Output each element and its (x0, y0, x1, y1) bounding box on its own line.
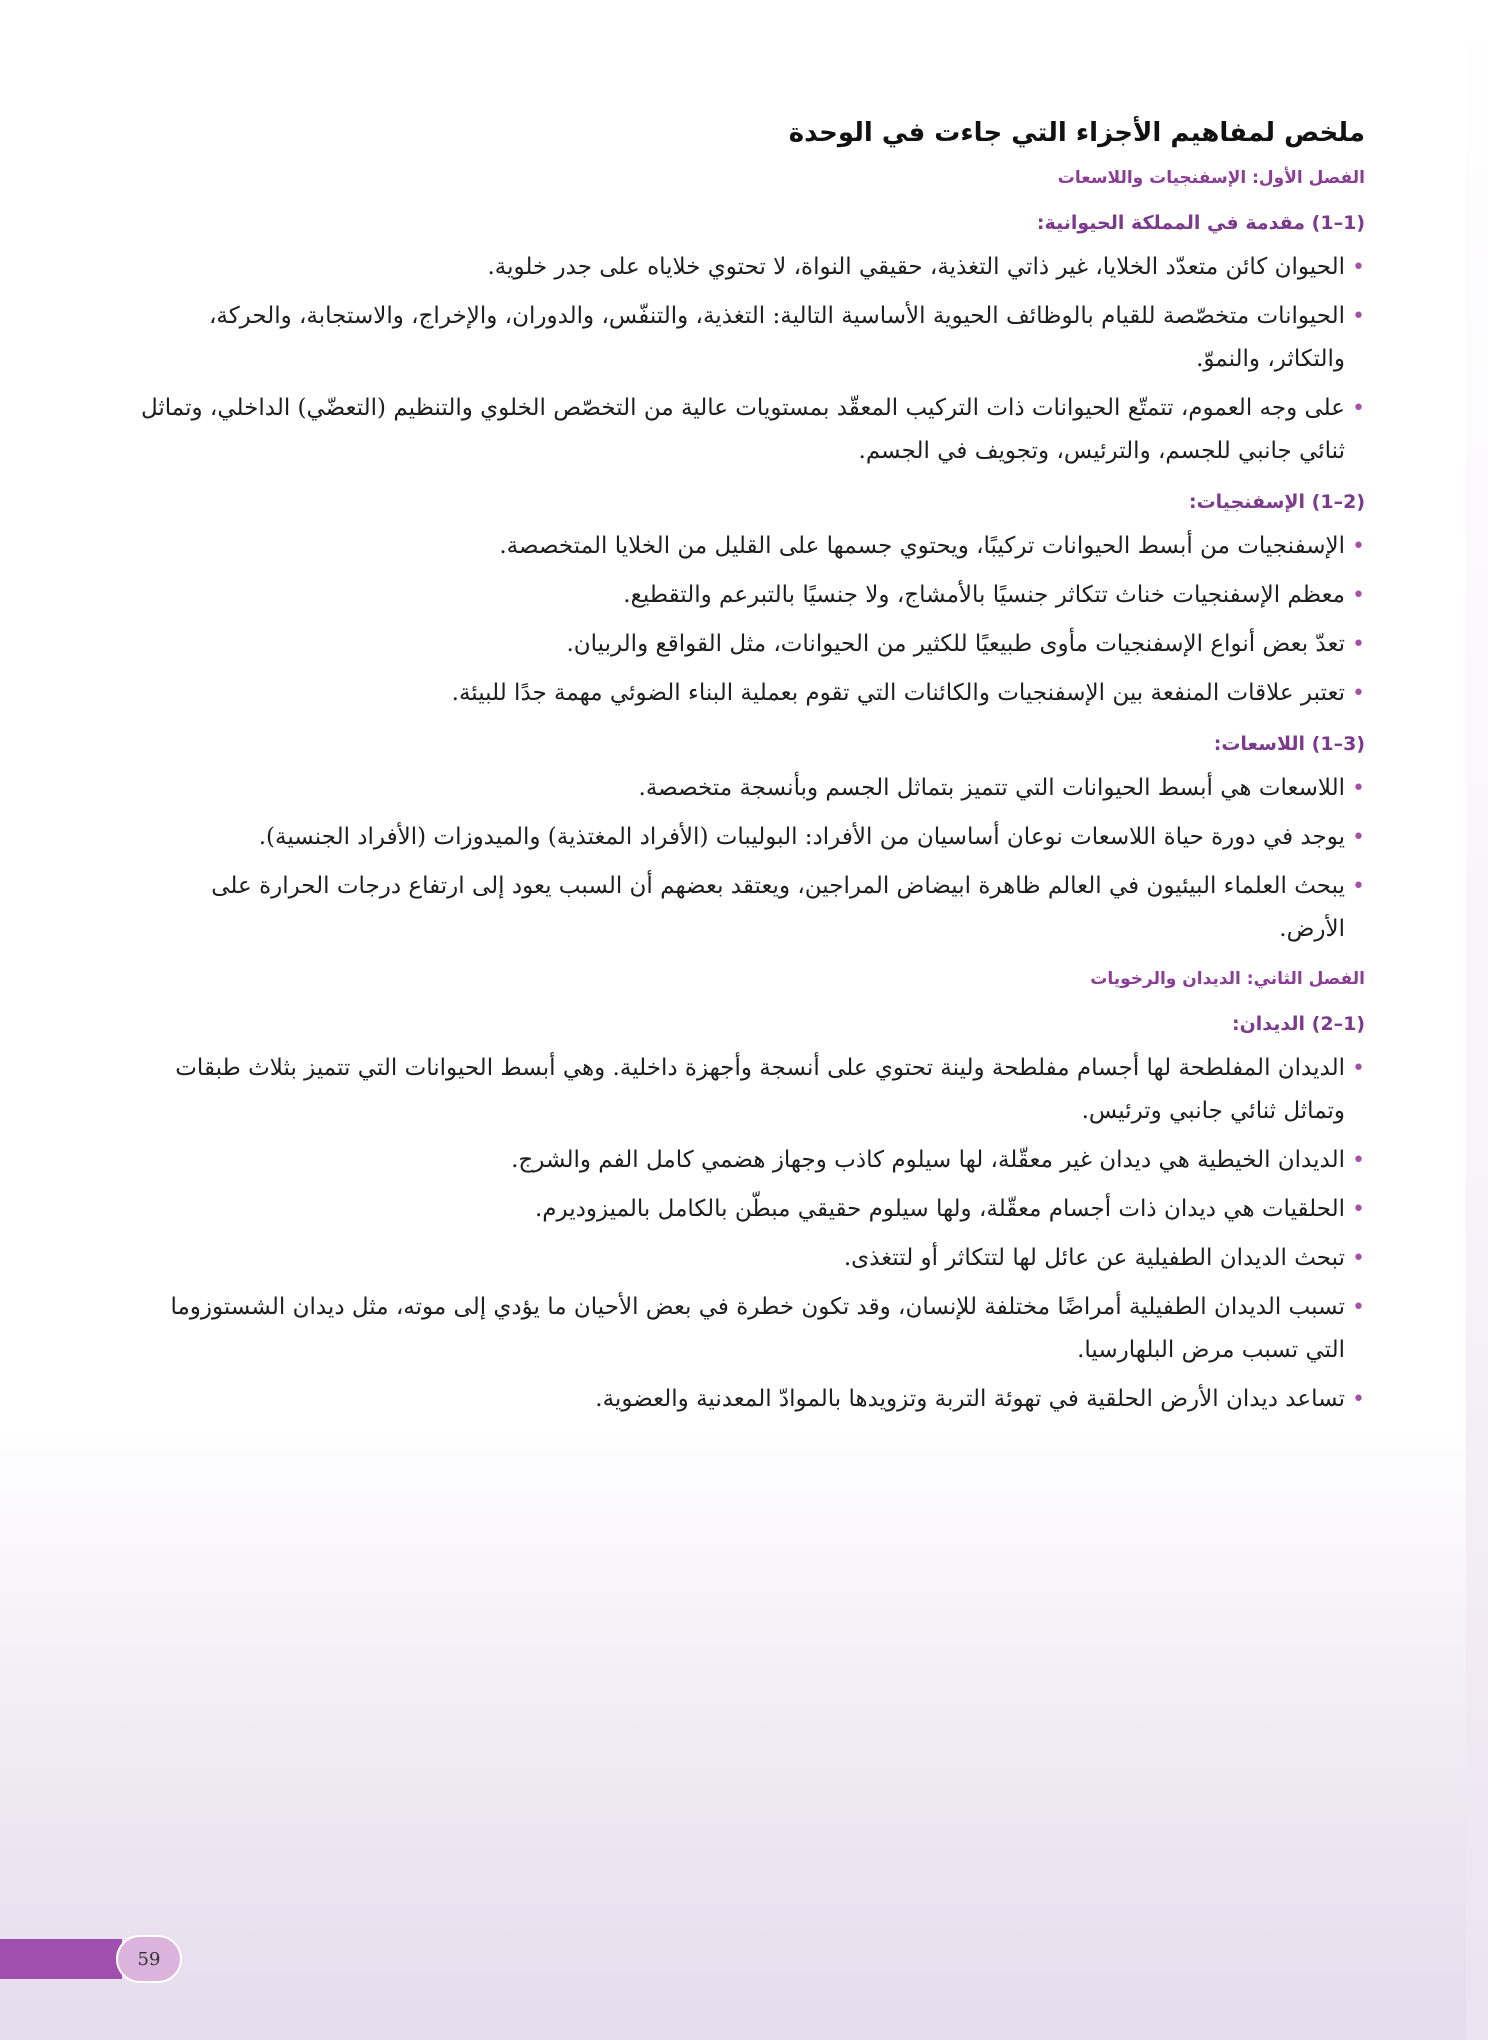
bullet-item: • تسبب الديدان الطفيلية أمراضًا مختلفة للإنسان، وقد تكون خطرة في بعض الأحيان ما يؤدي إلى موته، مثل ديدان الشستوزوما التي تسبب مرض البلهارسيا. (140, 1286, 1365, 1372)
bullet-item: • الحيوان كائن متعدّد الخلايا، غير ذاتي التغذية، حقيقي النواة، لا تحتوي خلاياه على جدر خلوية. (140, 246, 1365, 289)
section-1-3-heading: (3–1) اللاسعات: (1213, 733, 1365, 755)
bullet-item: • الديدان المفلطحة لها أجسام مفلطحة ولينة تحتوي على أنسجة وأجهزة داخلية. وهي أبسط الحيوانات التي تتميز بثلاث طبقات وتماثل ثنائي جانبي وترئيس. (140, 1047, 1365, 1133)
bullet-item: • الديدان الخيطية هي ديدان غير معقّلة، لها سيلوم كاذب وجهاز هضمي كامل الفم والشرج. (140, 1139, 1365, 1182)
chapter-1-title: الفصل الأول: الإسفنجيات واللاسعات (1057, 168, 1365, 188)
section-2-1-list (140, 1047, 1365, 1421)
bullet-item: • تساعد ديدان الأرض الحلقية في تهوئة التربة وتزويدها بالموادّ المعدنية والعضوية. (140, 1378, 1365, 1421)
page-number-bar (0, 1939, 122, 1979)
page-number: 59 (116, 1935, 182, 1983)
section-2-1-heading: (1–2) الديدان: (1231, 1013, 1365, 1035)
bullet-item: • الحيوانات متخصّصة للقيام بالوظائف الحيوية الأساسية التالية: التغذية، والتنفّس، والدوران، والإخراج، والاستجابة، والحركة، والتكاثر، والنموّ. (140, 295, 1365, 381)
bullet-item: • تبحث الديدان الطفيلية عن عائل لها لتتكاثر أو لتتغذى. (140, 1237, 1365, 1280)
bullet-item: • معظم الإسفنجيات خناث تتكاثر جنسيًا بالأمشاج، ولا جنسيًا بالتبرعم والتقطيع. (140, 574, 1365, 617)
bullet-item: • يوجد في دورة حياة اللاسعات نوعان أساسيان من الأفراد: البوليبات (الأفراد المغتذية) والميدوزات (الأفراد الجنسية). (140, 816, 1365, 859)
section-1-3-list (140, 767, 1365, 951)
bullet-item: • الحلقيات هي ديدان ذات أجسام معقّلة، ولها سيلوم حقيقي مبطّن بالكامل بالميزوديرم. (140, 1188, 1365, 1231)
bullet-item: • يبحث العلماء البيئيون في العالم ظاهرة ابيضاض المراجين، ويعتقد بعضهم أن السبب يعود إلى ارتفاع درجات الحرارة على الأرض. (140, 865, 1365, 951)
section-1-2-heading: (2–1) الإسفنجيات: (1188, 491, 1365, 513)
bullet-item: • تعدّ بعض أنواع الإسفنجيات مأوى طبيعيًا للكثير من الحيوانات، مثل القواقع والربيان. (140, 623, 1365, 666)
section-1-1-list (140, 246, 1365, 473)
bullet-item: • على وجه العموم، تتمتّع الحيوانات ذات التركيب المعقّد بمستويات عالية من التخصّص الخلوي والتنظيم (التعضّي) الداخلي، وتماثل ثنائي جانبي للجسم، والترئيس، وتجويف في الجسم. (140, 387, 1365, 473)
page-edge-shading (1466, 0, 1488, 2040)
section-1-2-list (140, 525, 1365, 715)
summary-content (140, 118, 1365, 1439)
page-title: ملخص لمفاهيم الأجزاء التي جاءت في الوحدة (788, 118, 1365, 148)
section-1-1-heading: (1–1) مقدمة في المملكة الحيوانية: (1036, 212, 1365, 234)
chapter-2-title: الفصل الثاني: الديدان والرخويات (1090, 969, 1365, 989)
bullet-item: • تعتبر علاقات المنفعة بين الإسفنجيات والكائنات التي تقوم بعملية البناء الضوئي مهمة جدًا للبيئة. (140, 672, 1365, 715)
bullet-item: • اللاسعات هي أبسط الحيوانات التي تتميز بتماثل الجسم وبأنسجة متخصصة. (140, 767, 1365, 810)
bullet-item: • الإسفنجيات من أبسط الحيوانات تركيبًا، ويحتوي جسمها على القليل من الخلايا المتخصصة. (140, 525, 1365, 568)
